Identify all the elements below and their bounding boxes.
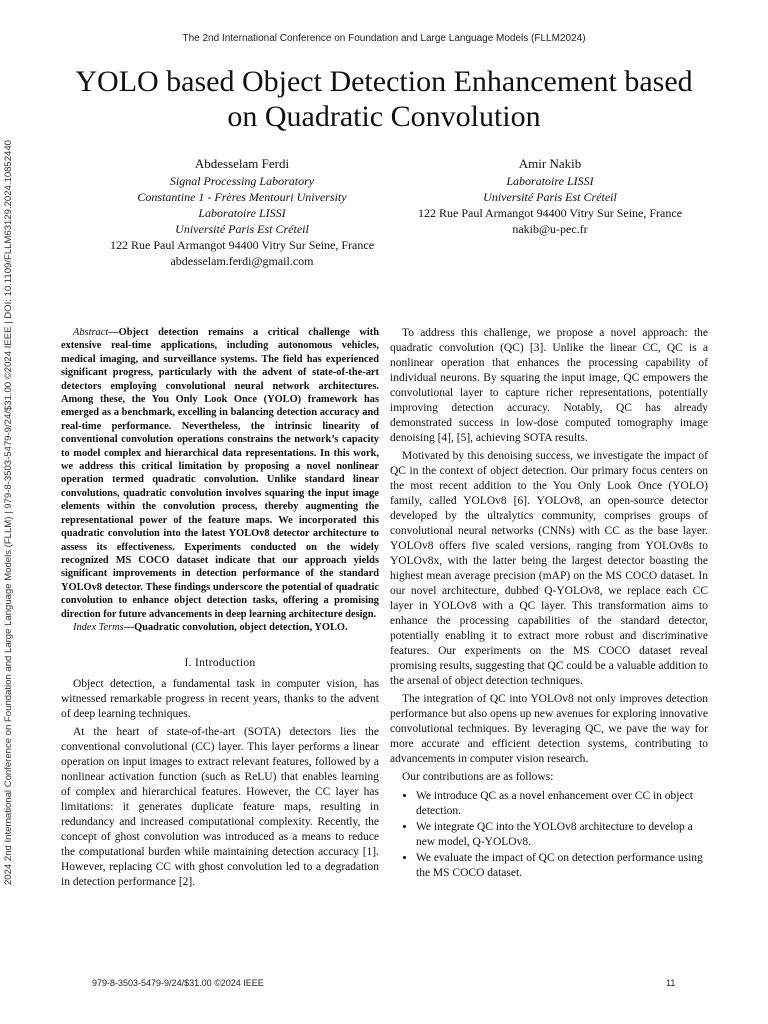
author-email: abdesselam.ferdi@gmail.com [170, 254, 314, 268]
body-paragraph: The integration of QC into YOLOv8 not only improves detection performance but also opens up new avenues for exploring innovative convolutional techniques. By leveraging QC, we pave the way for more accurate and efficient detection systems, contributing to advancements in computer vision research. [390, 693, 708, 765]
paper-title [40, 64, 728, 134]
contributions-list [390, 789, 708, 881]
index-terms-lead: Index Terms [73, 621, 124, 633]
author-affiliation: Laboratoire LISSI [506, 174, 594, 188]
index-terms-text: —Quadratic convolution, object detection, YOLO. [123, 621, 348, 633]
author-block-1 [72, 155, 412, 269]
author-address: 122 Rue Paul Armangot 94400 Vitry Sur Seine, France [417, 206, 683, 220]
list-item: • We integrate QC into the YOLOv8 architecture to develop a new model, Q-YOLOv8. [416, 820, 708, 850]
side-doi-stamp [1, 140, 15, 885]
conference-header: The 2nd International Conference on Foundation and Large Language Models (FLLM2024) [182, 33, 586, 44]
title-line-1: YOLO based Object Detection Enhancement based [75, 65, 693, 98]
abstract-lead: Abstract [73, 327, 109, 338]
author-affiliation: Laboratoire LISSI [198, 206, 286, 220]
index-terms [61, 621, 379, 634]
author-name: Amir Nakib [518, 156, 582, 171]
author-email: nakib@u-pec.fr [512, 222, 588, 236]
abstract [61, 326, 379, 621]
right-column [390, 326, 708, 882]
abstract-text: —Object detection remains a critical challenge with extensive real-time applications, including autonomous vehicles, medical imaging, and surveillance systems. The field has experienced significant progress, particularly with the advent of state-of-the-art detectors employing convolutional neural network architectures. Among these, the You Only Look Once (YOLO) framework has emerged as a benchmark, excelling in balancing detection accuracy and real-time performance. Nevertheless, the intrinsic linearity of conventional convolution operations constrains the network’s capacity to model complex and hierarchical data representations. In this work, we address this critical limitation by proposing a novel nonlinear operation termed quadratic convolution. Unlike standard linear convolutions, quadratic convolution involves squaring the input image elements within the convolution process, thereby augmenting the representational power of the feature maps. We incorporated this quadratic convolution into the latest YOLOv8 detector architecture to assess its effectiveness. Experiments conducted on the widely recognized MS COCO dataset indicate that our approach yields significant improvements in detection performance of the standard YOLOv8 detector. These findings underscore the potential of quadratic convolution to enhance object detection tasks, offering a promising direction for future advancements in deep learning architecture design. [61, 327, 379, 620]
author-address: 122 Rue Paul Armangot 94400 Vitry Sur Seine, France [109, 238, 375, 252]
body-paragraph: Object detection, a fundamental task in computer vision, has witnessed remarkable progress in recent years, thanks to the advent of deep learning techniques. [61, 678, 379, 721]
page-number: 11 [666, 978, 676, 988]
author-block-2 [385, 155, 715, 237]
title-line-2: on Quadratic Convolution [227, 100, 541, 133]
author-name: Abdesselam Ferdi [194, 156, 290, 171]
list-item: • We evaluate the impact of QC on detection performance using the MS COCO dataset. [416, 851, 708, 881]
body-paragraph: To address this challenge, we propose a novel approach: the quadratic convolution (QC) [3]. Unlike the linear CC, QC is a nonlinear operation that enhances the processing capability of individual neurons. By squaring the input image, QC empowers the convolutional layer to capture richer representations, potentially improving detection accuracy. Notably, QC has already demonstrated success in low-dose computed tomography image denoising [4], [5], achieving SOTA results. [390, 327, 708, 444]
side-doi-text: 2024 2nd International Conference on Foundation and Large Language Models (FLLM) | 979-8-3503-5479-9/24/$31.00 ©2024 IEEE | DOI: 10.1109/FLLM63129.2024.10852440 [3, 182, 13, 885]
section-heading-introduction: I. Introduction [184, 657, 256, 670]
author-affiliation: Université Paris Est Créteil [483, 190, 617, 204]
author-affiliation: Constantine 1 - Frères Mentouri University [137, 190, 347, 204]
left-column [61, 326, 379, 893]
body-paragraph: Motivated by this denoising success, we investigate the impact of QC in the context of object detection. Our primary focus centers on the most recent addition to the You Only Look Once (YOLO) family, called YOLOv8 [6]. YOLOv8, an open-source detector developed by the ultralytics community, comprises groups of convolutional neural networks (CNNs) with CC as the base layer. YOLOv8 offers five scaled versions, ranging from YOLOv8s to YOLOv8x, with the latter being the largest detector boasting the highest mean average precision (mAP) on the MS COCO dataset. In our novel architecture, dubbed Q-YOLOv8, we replace each CC layer in YOLOv8 with a QC layer. This transformation aims to enhance the processing capabilities of the standard detector, potentially enabling it to extract more robust and discriminative features. Our experiments on the MS COCO dataset reveal promising results, suggesting that QC could be a valuable addition to the arsenal of object detection techniques. [390, 450, 708, 687]
body-paragraph: Our contributions are as follows: [402, 771, 554, 783]
list-item: • We introduce QC as a novel enhancement over CC in object detection. [416, 789, 708, 819]
footer-copyright: 979-8-3503-5479-9/24/$31.00 ©2024 IEEE [92, 978, 264, 988]
body-paragraph: At the heart of state-of-the-art (SOTA) detectors lies the conventional convolutional (CC) layer. This layer performs a linear operation on input images to extract relevant features, followed by a nonlinear activation function (such as ReLU) that enables learning of complex and hierarchical features. However, the CC layer has limitations: it generates duplicate feature maps, resulting in redundancy and increased computational complexity. Recently, the concept of ghost convolution was introduced as a means to reduce the computational burden while maintaining detection accuracy [1]. However, replacing CC with ghost convolution led to a degradation in detection performance [2]. [61, 726, 379, 889]
author-affiliation: Université Paris Est Créteil [175, 222, 309, 236]
author-affiliation: Signal Processing Laboratory [169, 174, 315, 188]
